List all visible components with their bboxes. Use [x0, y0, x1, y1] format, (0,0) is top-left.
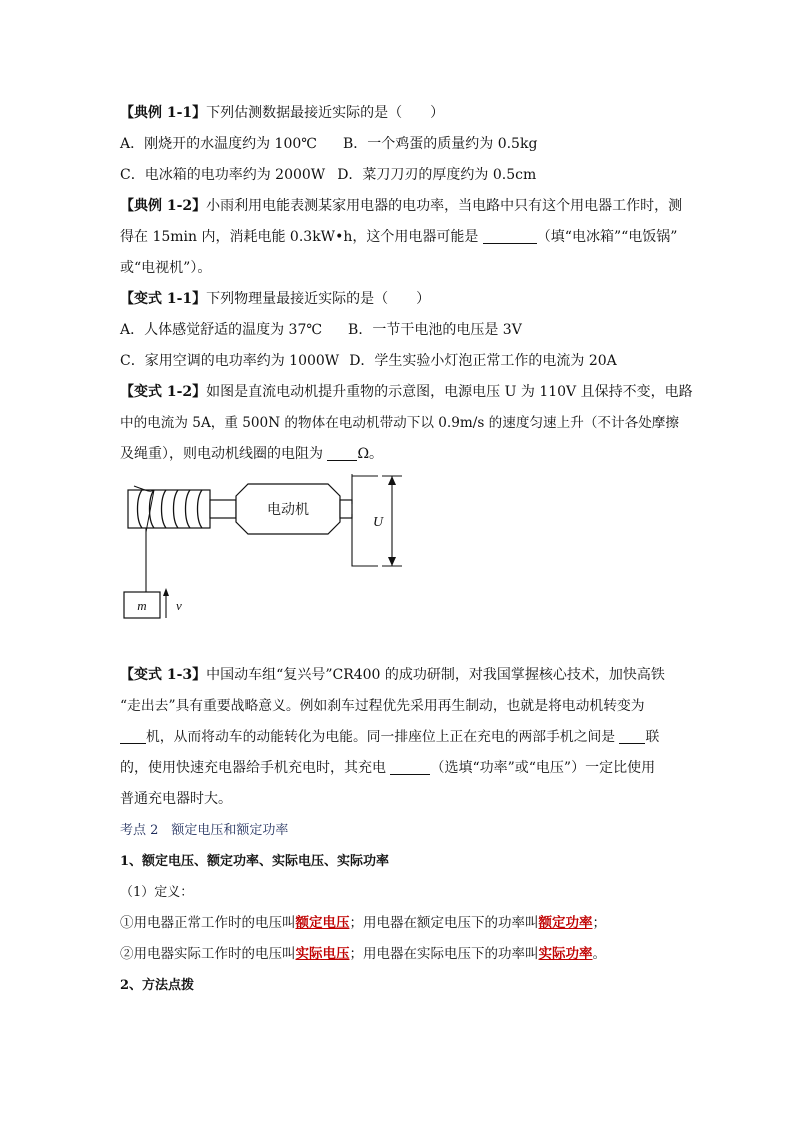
variant-1-1-options-ab: [120, 315, 680, 346]
variant-1-2-text3a: 及绳重），则电动机线圈的电阻为: [120, 446, 328, 462]
example-1-2-text1: 小雨利用电能表测某家用电器的电功率，当电路中只有这个用电器工作时，测: [206, 198, 683, 214]
definition-actual-text2: ；用电器在实际电压下的功率叫: [349, 946, 539, 962]
mass-label: m: [137, 598, 147, 613]
motor-diagram-svg: [120, 474, 420, 654]
example-1-1-options-ab: [120, 129, 680, 160]
variant-1-2-tag: 【变式 1-2】: [120, 384, 207, 400]
answer-blank[interactable]: [120, 727, 146, 744]
variant-1-3: [120, 660, 680, 691]
example-1-2-text2b: （填“电冰箱”“电饭锅”: [536, 229, 678, 245]
answer-blank[interactable]: [327, 444, 357, 461]
answer-blank[interactable]: [390, 758, 430, 775]
voltage-arrowhead-bottom: [388, 557, 396, 566]
option-d: D．学生实验小灯泡正常工作的电流为 20A: [349, 353, 617, 369]
subsection-1: 1、额定电压、额定功率、实际电压、实际功率: [120, 854, 390, 869]
example-1-2-line2: [120, 222, 680, 253]
variant-1-3-text1: 中国动车组“复兴号”CR400 的成功研制，对我国掌握核心技术，加快高铁: [206, 667, 665, 683]
example-1-2-tag: 【典例 1-2】: [120, 198, 207, 214]
example-1-2-text2a: 得在 15min 内，消耗电能 0.3kW•h，这个用电器可能是: [120, 229, 483, 245]
definition-rated-end: ；: [592, 915, 606, 931]
voltage-arrowhead-top: [388, 476, 396, 485]
variant-1-2-text1: 如图是直流电动机提升重物的示意图，电源电压 U 为 110V 且保持不变，电路: [206, 384, 693, 400]
variant-1-1: [120, 284, 680, 315]
keyword-actual-power: 实际功率: [538, 946, 593, 962]
definition-rated: [120, 908, 680, 939]
example-1-2: [120, 191, 683, 222]
variant-1-3-line3: [120, 722, 680, 753]
variant-1-1-tag: 【变式 1-1】: [120, 291, 207, 307]
definition-rated-text2: ；用电器在额定电压下的功率叫: [349, 915, 539, 931]
keyword-actual-voltage: 实际电压: [295, 946, 350, 962]
option-b: B．一节干电池的电压是 3V: [348, 322, 522, 338]
variant-1-3-text3b: 联: [645, 729, 660, 745]
velocity-label: v: [176, 598, 182, 613]
option-d: D．菜刀刀刃的厚度约为 0.5cm: [337, 167, 537, 183]
definition-rated-text1: ①用电器正常工作时的电压叫: [120, 915, 296, 931]
option-c: C．电冰箱的电功率约为 2000W: [120, 167, 326, 183]
definition-heading: （1）定义：: [120, 885, 194, 900]
keyword-rated-power: 额定功率: [538, 915, 593, 931]
example-1-2-line3: [120, 253, 680, 284]
variant-1-3-text5: 普通充电器时大。: [120, 791, 232, 807]
option-b: B．一个鸡蛋的质量约为 0.5kg: [342, 136, 538, 152]
variant-1-2-line3: [120, 439, 680, 470]
example-1-1: [120, 98, 680, 129]
variant-1-2: [120, 377, 693, 408]
velocity-arrowhead: [163, 588, 169, 596]
answer-blank[interactable]: [483, 227, 537, 244]
definition-actual-end: 。: [592, 946, 606, 962]
variant-1-2-text2: 中的电流为 5A，重 500N 的物体在电动机带动下以 0.9m/s 的速度匀速上升（不计各处摩擦: [120, 415, 679, 431]
definition-actual: [120, 939, 680, 970]
variant-1-3-text4b: （选填“功率”或“电压”）一定比使用: [430, 760, 656, 776]
option-a: A．刚烧开的水温度约为 100℃: [120, 136, 317, 152]
variant-1-3-text3a: 机，从而将动车的动能转化为电能。同一排座位上正在充电的两部手机之间是: [146, 729, 620, 745]
example-1-1-tag: 【典例 1-1】: [120, 105, 207, 121]
answer-blank[interactable]: [619, 727, 645, 744]
example-1-1-stem: 下列估测数据最接近实际的是（ ）: [206, 105, 445, 121]
variant-1-3-line5: [120, 784, 680, 815]
motor-terminal: [340, 500, 352, 518]
variant-1-3-tag: 【变式 1-3】: [120, 667, 207, 683]
variant-1-3-line2: [120, 691, 680, 722]
variant-1-3-text2: “走出去”具有重要战略意义。例如刹车过程优先采用再生制动，也就是将电动机转变为: [120, 698, 645, 714]
variant-1-3-text4a: 的，使用快速充电器给手机充电时，其充电: [120, 760, 391, 776]
option-c: C．家用空调的电功率约为 1000W: [120, 353, 340, 369]
worksheet-page: [120, 98, 693, 1001]
variant-1-1-stem: 下列物理量最接近实际的是（ ）: [206, 291, 431, 307]
subsection-2: 2、方法点拨: [120, 978, 195, 993]
section-title: 考点 2 额定电压和额定功率: [120, 823, 289, 838]
variant-1-2-line2: [120, 408, 680, 439]
variant-1-2-text3b: Ω。: [357, 446, 384, 462]
motor-label: 电动机: [267, 501, 309, 517]
voltage-label: U: [372, 515, 384, 530]
circuit-wire-top: [352, 476, 378, 504]
motor-diagram: [120, 474, 680, 654]
definition-actual-text1: ②用电器实际工作时的电压叫: [120, 946, 296, 962]
drive-shaft: [210, 500, 236, 518]
keyword-rated-voltage: 额定电压: [295, 915, 350, 931]
variant-1-1-options-cd: [120, 346, 680, 377]
variant-1-3-line4: [120, 753, 680, 784]
example-1-1-options-cd: [120, 160, 680, 191]
option-a: A．人体感觉舒适的温度为 37℃: [120, 322, 323, 338]
example-1-2-text3: 或“电视机”）。: [120, 260, 212, 276]
